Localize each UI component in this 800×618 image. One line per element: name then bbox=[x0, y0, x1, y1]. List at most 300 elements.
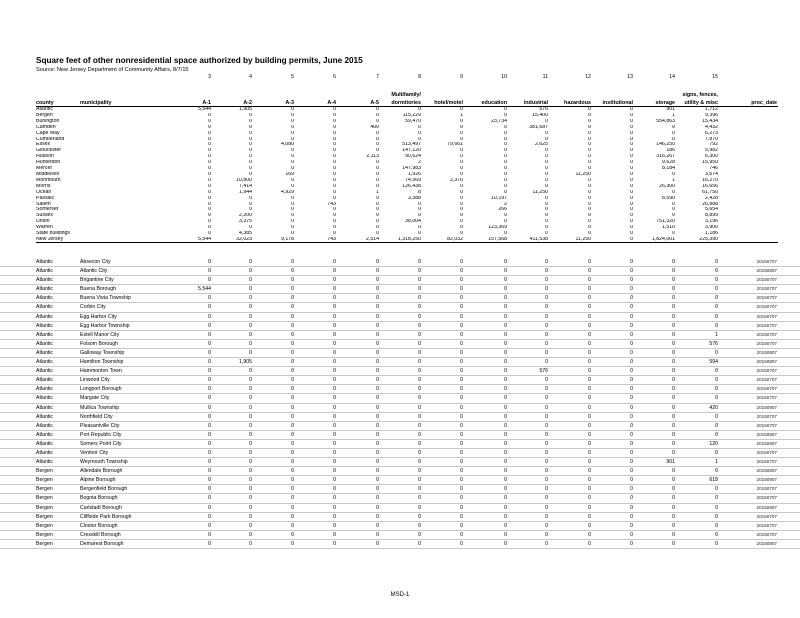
value-cell: 0 bbox=[630, 183, 633, 189]
value-cell: 0 bbox=[252, 430, 294, 439]
value-cell: 2,370 bbox=[450, 177, 463, 183]
row-spacer bbox=[777, 258, 800, 267]
municipality-row bbox=[0, 412, 800, 421]
value-cell: 0 bbox=[421, 530, 463, 539]
value-cell: 2 bbox=[504, 201, 507, 207]
value-cell: 0 bbox=[507, 421, 548, 430]
value-cell: 26,300 bbox=[659, 183, 675, 189]
value-cell: 0 bbox=[588, 213, 591, 219]
value-cell: 1,905 bbox=[239, 107, 252, 112]
header-multifamily-line1: Multifamily/ bbox=[391, 92, 421, 98]
value-cell: 0 bbox=[507, 258, 548, 267]
value-cell: 0 bbox=[211, 539, 252, 548]
value-cell: 0 bbox=[630, 142, 633, 148]
value-cell: 2,625 bbox=[535, 142, 548, 148]
value-cell: 0 bbox=[421, 521, 463, 530]
value-cell: 15,434 bbox=[702, 118, 718, 124]
value-cell: 0 bbox=[675, 412, 718, 421]
value-cell: 0 bbox=[548, 348, 591, 357]
value-cell: 61,750 bbox=[702, 189, 718, 195]
total-rule bbox=[36, 242, 778, 243]
value-cell: 0 bbox=[252, 358, 294, 367]
value-cell: 0 bbox=[176, 258, 211, 267]
value-cell: 0 bbox=[675, 321, 718, 330]
value-cell: 0 bbox=[211, 276, 252, 285]
row-spacer bbox=[777, 367, 800, 376]
value-cell: 0 bbox=[333, 107, 336, 112]
value-cell: 0 bbox=[176, 458, 211, 467]
value-cell: 0 bbox=[507, 267, 548, 276]
value-cell: 0 bbox=[633, 267, 675, 276]
value-cell: 0 bbox=[379, 376, 421, 385]
municipality-row bbox=[0, 394, 800, 403]
value-cell: 513,497 bbox=[402, 142, 421, 148]
value-cell: 0 bbox=[633, 348, 675, 357]
value-cell: 0 bbox=[379, 258, 421, 267]
value-cell: 0 bbox=[294, 539, 336, 548]
value-cell: 0 bbox=[675, 294, 718, 303]
value-cell: 0 bbox=[675, 530, 718, 539]
proc-date-cell: 20150707 bbox=[718, 285, 777, 294]
value-cell: 0 bbox=[211, 303, 252, 312]
county-name-cell: Cape May bbox=[36, 130, 60, 136]
value-cell: 0 bbox=[252, 367, 294, 376]
row-spacer bbox=[777, 303, 800, 312]
value-cell: 0 bbox=[379, 267, 421, 276]
value-cell: 16,270 bbox=[702, 177, 718, 183]
value-cell: 0 bbox=[379, 367, 421, 376]
proc-date-cell: 20150807 bbox=[718, 476, 777, 485]
value-cell: 0 bbox=[333, 136, 336, 142]
municipality-name-cell: Somers Point City bbox=[80, 439, 176, 448]
value-cell: 0 bbox=[463, 458, 507, 467]
value-cell: 0 bbox=[591, 503, 633, 512]
value-cell: 0 bbox=[633, 285, 675, 294]
municipality-name-cell: Atlantic City bbox=[80, 267, 176, 276]
value-cell: 0 bbox=[548, 330, 591, 339]
row-spacer bbox=[777, 503, 800, 512]
municipality-row bbox=[0, 267, 800, 276]
proc-date-cell: 20150807 bbox=[718, 467, 777, 476]
value-cell: 0 bbox=[463, 348, 507, 357]
value-cell: 0 bbox=[211, 439, 252, 448]
value-cell: 0 bbox=[336, 485, 379, 494]
value-cell: 576 bbox=[539, 107, 548, 112]
value-cell: 0 bbox=[176, 430, 211, 439]
value-cell: 0 bbox=[208, 124, 211, 130]
value-cell: 0 bbox=[675, 421, 718, 430]
value-cell: 0 bbox=[672, 201, 675, 207]
value-cell: 0 bbox=[463, 512, 507, 521]
row-spacer bbox=[777, 521, 800, 530]
municipality-name-cell: Hamilton Township bbox=[80, 358, 176, 367]
value-cell: 0 bbox=[460, 118, 463, 124]
row-spacer bbox=[777, 494, 800, 503]
value-cell: 0 bbox=[208, 177, 211, 183]
value-cell: 0 bbox=[333, 195, 336, 201]
value-cell: 0 bbox=[460, 183, 463, 189]
value-cell: 1,712 bbox=[705, 107, 718, 112]
value-cell: 0 bbox=[591, 358, 633, 367]
value-cell: 0 bbox=[675, 285, 718, 294]
value-cell: 0 bbox=[460, 171, 463, 177]
value-cell: 0 bbox=[672, 207, 675, 213]
value-cell: 0 bbox=[336, 330, 379, 339]
value-cell: 0 bbox=[463, 467, 507, 476]
value-cell: 0 bbox=[463, 412, 507, 421]
row-spacer bbox=[777, 485, 800, 494]
value-cell: 0 bbox=[376, 160, 379, 166]
value-cell: 0 bbox=[176, 439, 211, 448]
county-name-cell: Bergen bbox=[36, 467, 80, 476]
value-cell: 0 bbox=[421, 439, 463, 448]
value-cell: 0 bbox=[463, 439, 507, 448]
value-cell: 23,734 bbox=[491, 118, 507, 124]
value-cell: 0 bbox=[588, 160, 591, 166]
municipality-name-cell: Bogota Borough bbox=[80, 494, 176, 503]
proc-date-cell: 20150707 bbox=[718, 385, 777, 394]
value-cell: 79,661 bbox=[447, 142, 463, 148]
county-name-cell: Salem bbox=[36, 201, 51, 207]
value-cell: 0 bbox=[176, 376, 211, 385]
value-cell: 0 bbox=[211, 321, 252, 330]
value-cell: 0 bbox=[633, 258, 675, 267]
row-spacer bbox=[0, 403, 36, 412]
value-cell: 0 bbox=[249, 166, 252, 172]
value-cell: 576 bbox=[507, 367, 548, 376]
value-cell: 901 bbox=[633, 458, 675, 467]
value-cell: 0 bbox=[545, 148, 548, 154]
value-cell: 0 bbox=[294, 467, 336, 476]
value-cell: 0 bbox=[252, 494, 294, 503]
value-cell: 0 bbox=[333, 177, 336, 183]
county-name-cell: Gloucester bbox=[36, 148, 62, 154]
county-name-cell: Bergen bbox=[36, 521, 80, 530]
value-cell: 0 bbox=[504, 189, 507, 195]
value-cell: 0 bbox=[336, 267, 379, 276]
value-cell: 0 bbox=[294, 530, 336, 539]
value-cell: 0 bbox=[633, 439, 675, 448]
value-cell: 0 bbox=[463, 321, 507, 330]
value-cell: 0 bbox=[548, 439, 591, 448]
row-spacer bbox=[777, 339, 800, 348]
value-cell: 0 bbox=[211, 476, 252, 485]
value-cell: 0 bbox=[630, 160, 633, 166]
value-cell: 0 bbox=[421, 394, 463, 403]
value-cell: 0 bbox=[591, 376, 633, 385]
municipality-name-cell: Margate City bbox=[80, 394, 176, 403]
value-cell: 0 bbox=[504, 148, 507, 154]
value-cell: 1,926 bbox=[408, 171, 421, 177]
row-spacer bbox=[777, 267, 800, 276]
column-number: 8 bbox=[418, 74, 421, 80]
value-cell: 169 bbox=[285, 171, 294, 177]
row-spacer bbox=[0, 458, 36, 467]
county-name-cell: Bergen bbox=[36, 530, 80, 539]
county-name-cell: Camden bbox=[36, 124, 56, 130]
county-name-cell: Morris bbox=[36, 183, 51, 189]
value-cell: 0 bbox=[507, 276, 548, 285]
row-spacer bbox=[777, 376, 800, 385]
value-cell: 0 bbox=[176, 267, 211, 276]
value-cell: 0 bbox=[376, 166, 379, 172]
municipality-name-cell: Northfield City bbox=[80, 412, 176, 421]
column-header-row bbox=[0, 88, 800, 106]
value-cell: 0 bbox=[504, 160, 507, 166]
value-cell: 0 bbox=[294, 276, 336, 285]
column-number: 6 bbox=[333, 74, 336, 80]
value-cell: 0 bbox=[336, 494, 379, 503]
value-cell: 0 bbox=[672, 130, 675, 136]
header-hazardous: hazardous bbox=[564, 100, 591, 106]
row-spacer bbox=[0, 367, 36, 376]
value-cell: 0 bbox=[333, 171, 336, 177]
value-cell: 0 bbox=[633, 412, 675, 421]
value-cell: 0 bbox=[507, 467, 548, 476]
value-cell: 0 bbox=[545, 219, 548, 225]
value-cell: 0 bbox=[379, 285, 421, 294]
value-cell: 0 bbox=[421, 276, 463, 285]
value-cell: 0 bbox=[176, 394, 211, 403]
value-cell: 0 bbox=[252, 448, 294, 457]
value-cell: 4,080 bbox=[281, 142, 294, 148]
value-cell: 8 bbox=[418, 189, 421, 195]
value-cell: 0 bbox=[176, 530, 211, 539]
row-spacer bbox=[777, 321, 800, 330]
value-cell: 0 bbox=[176, 448, 211, 457]
county-name-cell: Hudson bbox=[36, 154, 54, 160]
value-cell: 0 bbox=[211, 267, 252, 276]
value-cell: 0 bbox=[548, 421, 591, 430]
proc-date-cell: 20150707 bbox=[718, 458, 777, 467]
column-number: 14 bbox=[669, 74, 675, 80]
municipality-row bbox=[0, 521, 800, 530]
municipality-row bbox=[0, 403, 800, 412]
value-cell: 0 bbox=[252, 476, 294, 485]
municipality-row bbox=[0, 376, 800, 385]
value-cell: 0 bbox=[333, 130, 336, 136]
value-cell: 0 bbox=[633, 467, 675, 476]
column-number: 7 bbox=[376, 74, 379, 80]
value-cell: 0 bbox=[545, 207, 548, 213]
row-spacer bbox=[0, 467, 36, 476]
value-cell: 0 bbox=[291, 207, 294, 213]
value-cell: 0 bbox=[588, 166, 591, 172]
value-cell: 0 bbox=[545, 136, 548, 142]
municipality-row bbox=[0, 312, 800, 321]
municipality-table bbox=[0, 258, 800, 549]
value-cell: 0 bbox=[507, 458, 548, 467]
row-spacer bbox=[777, 530, 800, 539]
row-spacer bbox=[0, 476, 36, 485]
value-cell: 0 bbox=[507, 312, 548, 321]
value-cell: 0 bbox=[336, 412, 379, 421]
row-spacer bbox=[0, 358, 36, 367]
header-storage: storage bbox=[655, 100, 675, 106]
value-cell: 147,120 bbox=[402, 148, 421, 154]
value-cell: 0 bbox=[336, 358, 379, 367]
value-cell: 0 bbox=[463, 394, 507, 403]
value-cell: 0 bbox=[591, 512, 633, 521]
value-cell: 0 bbox=[252, 485, 294, 494]
value-cell: 0 bbox=[548, 539, 591, 548]
value-cell: 0 bbox=[208, 201, 211, 207]
value-cell: 1 bbox=[672, 112, 675, 118]
value-cell: 0 bbox=[211, 403, 252, 412]
value-cell: 0 bbox=[507, 485, 548, 494]
municipality-name-cell: Carlstadt Borough bbox=[80, 503, 176, 512]
value-cell: 0 bbox=[545, 225, 548, 231]
value-cell: 0 bbox=[675, 485, 718, 494]
value-cell: 0 bbox=[252, 303, 294, 312]
value-cell: 0 bbox=[333, 183, 336, 189]
value-cell: 0 bbox=[507, 403, 548, 412]
value-cell: 0 bbox=[211, 330, 252, 339]
value-cell: 0 bbox=[376, 207, 379, 213]
county-name-cell: Atlantic bbox=[36, 430, 80, 439]
value-cell: 0 bbox=[208, 154, 211, 160]
value-cell: 0 bbox=[463, 476, 507, 485]
value-cell: 0 bbox=[672, 124, 675, 130]
value-cell: 0 bbox=[463, 448, 507, 457]
value-cell: 0 bbox=[333, 142, 336, 148]
municipality-name-cell: Buena Borough bbox=[80, 285, 176, 294]
municipality-row bbox=[0, 458, 800, 467]
county-name-cell: Bergen bbox=[36, 503, 80, 512]
value-cell: 0 bbox=[591, 530, 633, 539]
value-cell: 0 bbox=[675, 385, 718, 394]
value-cell: 0 bbox=[252, 421, 294, 430]
value-cell: 0 bbox=[633, 485, 675, 494]
value-cell: 0 bbox=[208, 189, 211, 195]
value-cell: 0 bbox=[208, 142, 211, 148]
municipality-row bbox=[0, 321, 800, 330]
value-cell: 0 bbox=[294, 285, 336, 294]
value-cell: 0 bbox=[630, 148, 633, 154]
value-cell: 0 bbox=[421, 303, 463, 312]
value-cell: 0 bbox=[633, 321, 675, 330]
proc-date-cell: 20150807 bbox=[718, 267, 777, 276]
value-cell: 0 bbox=[333, 225, 336, 231]
county-name-cell: Atlantic bbox=[36, 276, 80, 285]
value-cell: 0 bbox=[291, 112, 294, 118]
value-cell: 0 bbox=[548, 294, 591, 303]
value-cell: 0 bbox=[291, 118, 294, 124]
value-cell: 0 bbox=[675, 267, 718, 276]
value-cell: 0 bbox=[504, 154, 507, 160]
value-cell: 0 bbox=[336, 294, 379, 303]
county-name-cell: Atlantic bbox=[36, 376, 80, 385]
value-cell: 0 bbox=[545, 195, 548, 201]
value-cell: 0 bbox=[588, 201, 591, 207]
row-spacer bbox=[777, 539, 800, 548]
municipality-row bbox=[0, 385, 800, 394]
value-cell: 0 bbox=[548, 303, 591, 312]
value-cell: 0 bbox=[588, 118, 591, 124]
value-cell: 0 bbox=[545, 231, 548, 237]
value-cell: 0 bbox=[507, 303, 548, 312]
value-cell: 0 bbox=[507, 539, 548, 548]
row-spacer bbox=[0, 312, 36, 321]
column-number: 4 bbox=[249, 74, 252, 80]
value-cell: 0 bbox=[208, 195, 211, 201]
value-cell: 0 bbox=[548, 267, 591, 276]
value-cell: 0 bbox=[379, 448, 421, 457]
row-spacer bbox=[0, 394, 36, 403]
value-cell: 0 bbox=[376, 231, 379, 237]
value-cell: 4,929 bbox=[281, 189, 294, 195]
county-name-cell: Atlantic bbox=[36, 458, 80, 467]
value-cell: 0 bbox=[591, 539, 633, 548]
value-cell: 0 bbox=[211, 458, 252, 467]
value-cell: 0 bbox=[633, 294, 675, 303]
proc-date-cell: 20150807 bbox=[718, 503, 777, 512]
value-cell: 0 bbox=[336, 448, 379, 457]
value-cell: 0 bbox=[208, 148, 211, 154]
value-cell: 0 bbox=[333, 166, 336, 172]
county-name-cell: Atlantic bbox=[36, 321, 80, 330]
value-cell: 0 bbox=[208, 160, 211, 166]
value-cell: 0 bbox=[591, 258, 633, 267]
value-cell: 0 bbox=[211, 430, 252, 439]
value-cell: 0 bbox=[463, 258, 507, 267]
value-cell: 0 bbox=[376, 136, 379, 142]
value-cell: 0 bbox=[633, 358, 675, 367]
value-cell: 0 bbox=[376, 201, 379, 207]
value-cell: 0 bbox=[252, 412, 294, 421]
value-cell: 1,824,001 bbox=[651, 236, 675, 242]
value-cell: 0 bbox=[376, 195, 379, 201]
value-cell: 0 bbox=[633, 421, 675, 430]
value-cell: 0 bbox=[291, 219, 294, 225]
value-cell: 0 bbox=[545, 118, 548, 124]
municipality-row bbox=[0, 367, 800, 376]
value-cell: 0 bbox=[294, 512, 336, 521]
header-municipality: municipality bbox=[80, 100, 112, 106]
municipality-row bbox=[0, 339, 800, 348]
municipality-name-cell: Port Republic City bbox=[80, 430, 176, 439]
value-cell: 0 bbox=[463, 485, 507, 494]
value-cell: 0 bbox=[672, 213, 675, 219]
value-cell: 0 bbox=[291, 166, 294, 172]
county-name-cell: Atlantic bbox=[36, 294, 80, 303]
value-cell: 0 bbox=[208, 207, 211, 213]
value-cell: 420 bbox=[675, 403, 718, 412]
column-number: 3 bbox=[208, 74, 211, 80]
value-cell: 0 bbox=[252, 521, 294, 530]
value-cell: 0 bbox=[591, 476, 633, 485]
municipality-row bbox=[0, 439, 800, 448]
municipality-name-cell: Egg Harbor Township bbox=[80, 321, 176, 330]
proc-date-cell: 20150707 bbox=[718, 530, 777, 539]
value-cell: 0 bbox=[504, 213, 507, 219]
proc-date-cell: 20150707 bbox=[718, 376, 777, 385]
county-summary-table bbox=[0, 107, 800, 243]
municipality-row bbox=[0, 294, 800, 303]
value-cell: 0 bbox=[379, 430, 421, 439]
value-cell: 0 bbox=[591, 312, 633, 321]
value-cell: 0 bbox=[463, 539, 507, 548]
row-spacer bbox=[777, 421, 800, 430]
value-cell: 0 bbox=[504, 166, 507, 172]
municipality-name-cell: Demarest Borough bbox=[80, 539, 176, 548]
row-spacer bbox=[0, 485, 36, 494]
value-cell: 0 bbox=[591, 458, 633, 467]
value-cell: 8,899 bbox=[705, 213, 718, 219]
row-spacer bbox=[0, 448, 36, 457]
value-cell: 0 bbox=[591, 367, 633, 376]
value-cell: 0 bbox=[548, 521, 591, 530]
